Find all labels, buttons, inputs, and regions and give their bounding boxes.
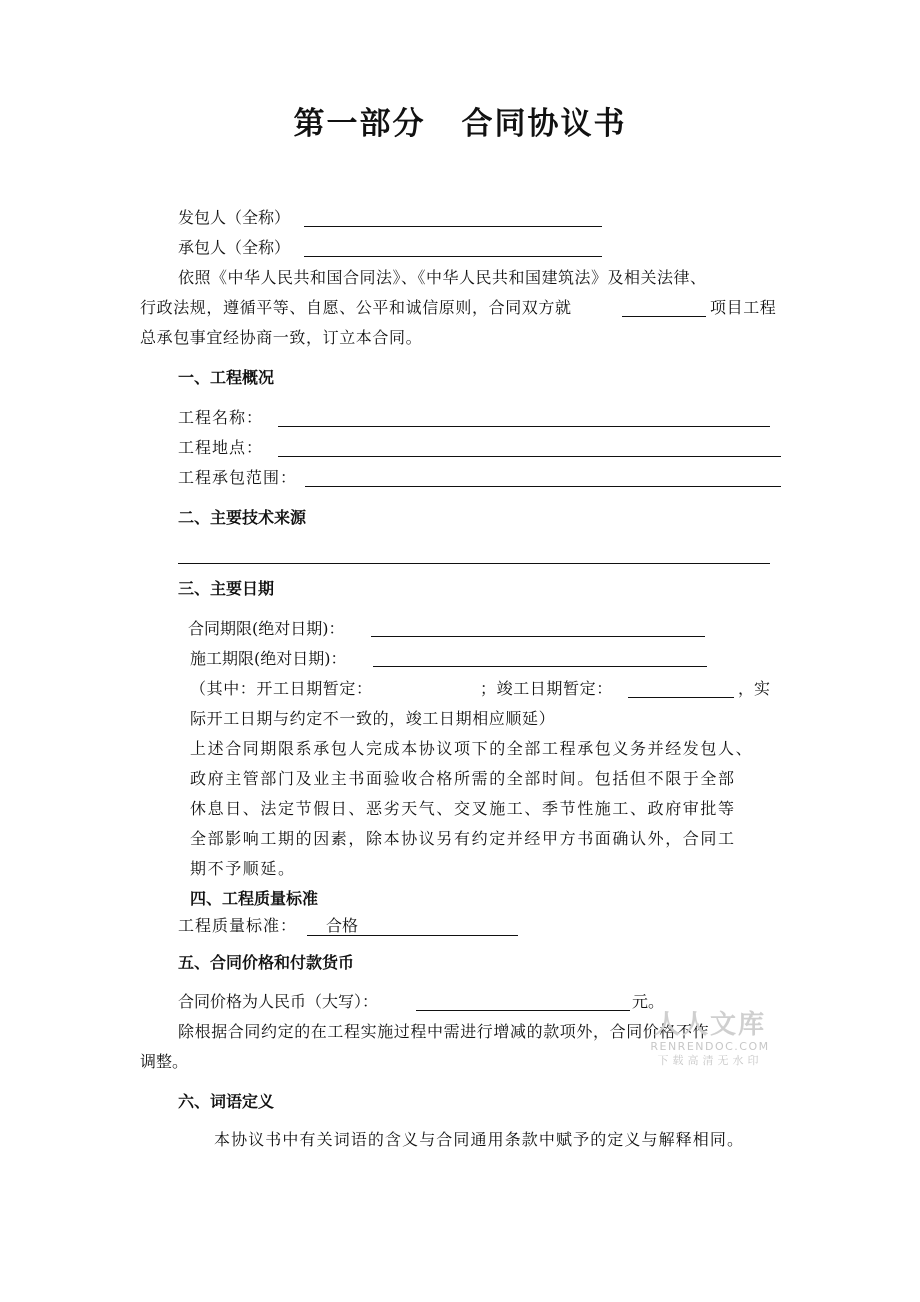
employer-blank[interactable] xyxy=(304,226,602,227)
intro-line-2b: 项目工程 xyxy=(710,298,777,317)
watermark xyxy=(640,1010,780,1068)
section-heading-quality: 四、工程质量标准 xyxy=(190,889,319,908)
period-para-line-1: 上述合同期限系承包人完成本协议项下的全部工程承包义务并经发包人、 xyxy=(190,739,754,758)
contract-period-label: 合同期限(绝对日期)： xyxy=(188,619,345,638)
contractor-label: 承包人（全称） xyxy=(178,238,291,257)
section-heading-definitions: 六、词语定义 xyxy=(178,1092,275,1111)
completion-date-note: ；竣工日期暂定： xyxy=(480,679,613,698)
project-location-label: 工程地点： xyxy=(178,438,264,457)
project-name-field[interactable] xyxy=(278,426,770,427)
project-scope-field[interactable] xyxy=(305,486,781,487)
period-para-line-4: 全部影响工期的因素，除本协议另有约定并经甲方书面确认外，合同工 xyxy=(190,829,736,848)
project-scope-label: 工程承包范围： xyxy=(178,468,298,487)
start-date-note: （其中：开工日期暂定： xyxy=(190,679,373,698)
quality-label: 工程质量标准： xyxy=(178,916,298,935)
price-unit: 元。 xyxy=(632,992,665,1011)
project-name-label: 工程名称： xyxy=(178,408,264,427)
watermark-url: RENRENDOC.COM xyxy=(650,1040,770,1053)
section-heading-overview: 一、工程概况 xyxy=(178,368,275,387)
note-continuation: ，实 xyxy=(738,679,771,698)
project-name-blank[interactable] xyxy=(622,316,706,317)
intro-line-2a: 行政法规，遵循平等、自愿、公平和诚信原则，合同双方就 xyxy=(140,298,572,317)
construction-period-field[interactable] xyxy=(373,666,707,667)
watermark-sub: 下载高清无水印 xyxy=(657,1054,763,1067)
intro-line-1: 依照《中华人民共和国合同法》、《中华人民共和国建筑法》及相关法律、 xyxy=(178,268,707,287)
period-para-line-2: 政府主管部门及业主书面验收合格所需的全部时间。包括但不限于全部 xyxy=(190,769,736,788)
section-heading-price: 五、合同价格和付款货币 xyxy=(178,953,355,972)
title-name: 合同协议书 xyxy=(461,106,627,142)
quality-value[interactable]: 合格 xyxy=(326,916,359,935)
price-adjust-line-1: 除根据合同约定的在工程实施过程中需进行增减的款项外，合同价格不作 xyxy=(178,1022,710,1041)
period-para-line-5: 期不予顺延。 xyxy=(190,859,296,878)
completion-date-field[interactable] xyxy=(628,697,734,698)
section-heading-tech-source: 二、主要技术来源 xyxy=(178,508,307,527)
contractor-blank[interactable] xyxy=(304,256,602,257)
note-line-2: 际开工日期与约定不一致的，竣工日期相应顺延） xyxy=(190,709,556,728)
watermark-brand: 人人文库 xyxy=(653,1010,766,1040)
price-label: 合同价格为人民币（大写）： xyxy=(178,992,379,1011)
contract-period-field[interactable] xyxy=(371,636,705,637)
definitions-text: 本协议书中有关词语的含义与合同通用条款中赋予的定义与解释相同。 xyxy=(214,1130,745,1149)
employer-label: 发包人（全称） xyxy=(178,208,291,227)
title-part: 第一部分 xyxy=(293,106,426,142)
intro-line-3: 总承包事宜经协商一致，订立本合同。 xyxy=(140,328,423,347)
tech-source-field[interactable] xyxy=(178,563,770,564)
page-title xyxy=(0,104,920,144)
price-field[interactable] xyxy=(416,1010,630,1011)
price-adjust-line-2: 调整。 xyxy=(140,1052,189,1071)
period-para-line-3: 休息日、法定节假日、恶劣天气、交叉施工、季节性施工、政府审批等 xyxy=(190,799,736,818)
section-heading-dates: 三、主要日期 xyxy=(178,579,275,598)
construction-period-label: 施工期限(绝对日期)： xyxy=(190,649,347,668)
project-location-field[interactable] xyxy=(278,456,781,457)
